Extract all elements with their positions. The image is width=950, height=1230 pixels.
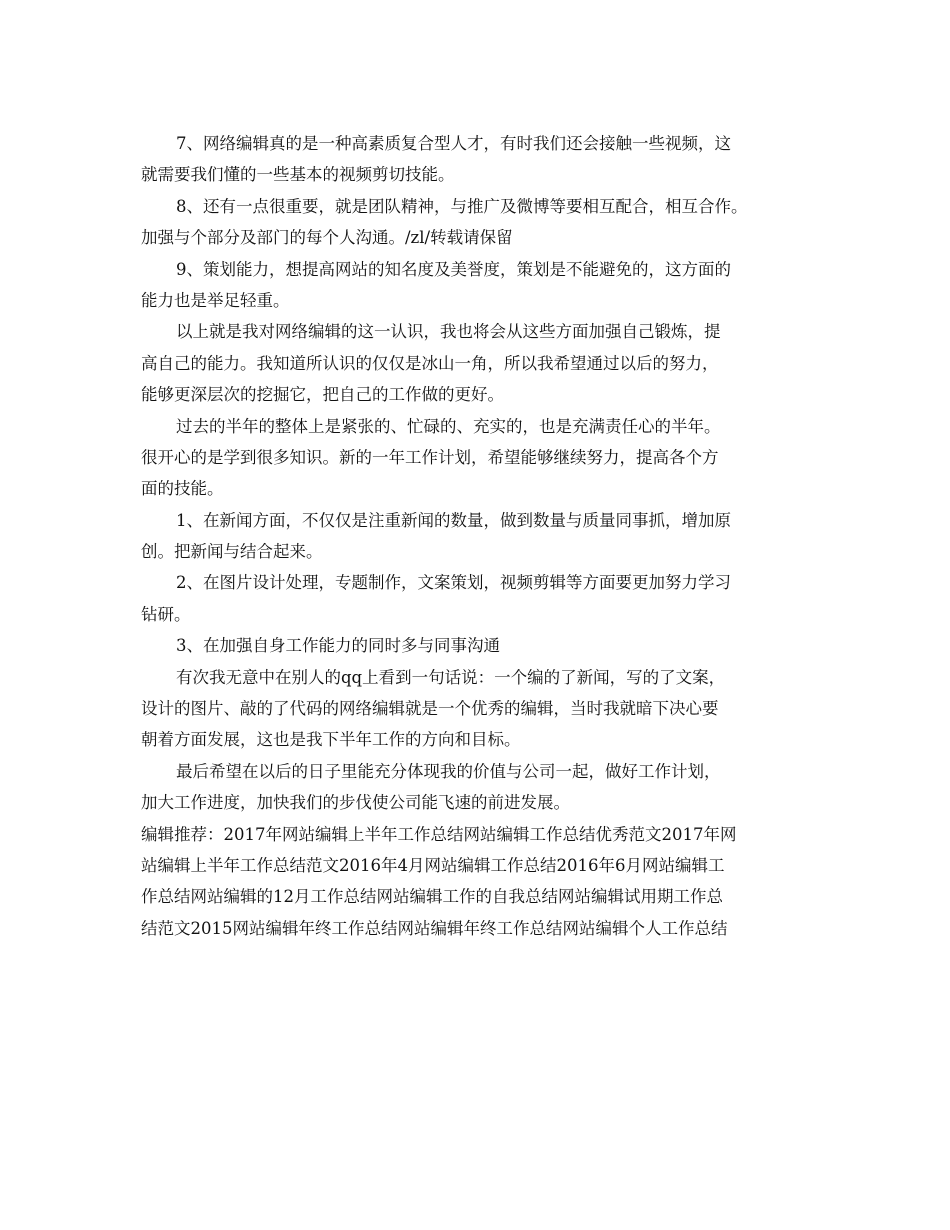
paragraph-line: 设计的图片、敲的了代码的网络编辑就是一个优秀的编辑，当时我就暗下决心要 (141, 699, 719, 719)
paragraph-line: 7、网络编辑真的是一种高素质复合型人才，有时我们还会接触一些视频，这 (176, 134, 731, 153)
paragraph-line: 能力也是举足轻重。 (141, 290, 290, 310)
paragraph-line: 面的技能。 (141, 479, 224, 499)
paragraph-line: 8、还有一点很重要，就是团队精神，与推广及微博等要相互配合，相互合作。 (176, 196, 748, 216)
paragraph-line: 钻研。 (141, 604, 191, 624)
paragraph-line: 就需要我们懂的一些基本的视频剪切技能。 (141, 165, 455, 185)
recommend-line: 站编辑上半年工作总结范文2016年4月网站编辑工作总结2016年6月网站编辑工 (141, 855, 725, 875)
recommend-line: 结范文2015网站编辑年终工作总结网站编辑年终工作总结网站编辑个人工作总结 (141, 918, 728, 938)
paragraph-line: 高自己的能力。我知道所认识的仅仅是冰山一角，所以我希望通过以后的努力， (141, 353, 719, 373)
paragraph-line: 能够更深层次的挖掘它，把自己的工作做的更好。 (141, 385, 504, 405)
paragraph-line: 最后希望在以后的日子里能充分体现我的价值与公司一起，做好工作计划， (176, 761, 721, 781)
paragraph-line: 过去的半年的整体上是紧张的、忙碌的、充实的，也是充满责任心的半年。 (176, 416, 721, 436)
paragraph-line: 3、在加强自身工作能力的同时多与同事沟通 (176, 636, 500, 656)
paragraph-line: 2、在图片设计处理，专题制作，文案策划，视频剪辑等方面要更加努力学习 (176, 573, 731, 593)
paragraph-line: 9、策划能力，想提高网站的知名度及美誉度，策划是不能避免的，这方面的 (176, 259, 731, 279)
paragraph-line: 以上就是我对网络编辑的这一认识，我也将会从这些方面加强自己锻炼，提 (176, 322, 721, 342)
paragraph-line: 加强与个部分及部门的每个人沟通。/zl/转载请保留 (141, 228, 513, 248)
document-body (141, 128, 807, 944)
paragraph-line: 朝着方面发展，这也是我下半年工作的方向和目标。 (141, 730, 521, 750)
recommend-line: 编辑推荐：2017年网站编辑上半年工作总结网站编辑工作总结优秀范文2017年网 (141, 824, 737, 844)
paragraph-line: 创。把新闻与结合起来。 (141, 542, 323, 562)
recommend-line: 作总结网站编辑的12月工作总结网站编辑工作的自我总结网站编辑试用期工作总 (141, 887, 723, 907)
paragraph-line: 有次我无意中在别人的qq上看到一句话说：一个编的了新闻，写的了文案， (176, 667, 726, 687)
paragraph-line: 1、在新闻方面，不仅仅是注重新闻的数量，做到数量与质量同事抓，增加原 (176, 510, 731, 530)
paragraph-line: 加大工作进度，加快我们的步伐使公司能飞速的前进发展。 (141, 793, 570, 813)
paragraph-line: 很开心的是学到很多知识。新的一年工作计划，希望能够继续努力，提高各个方 (141, 447, 719, 467)
